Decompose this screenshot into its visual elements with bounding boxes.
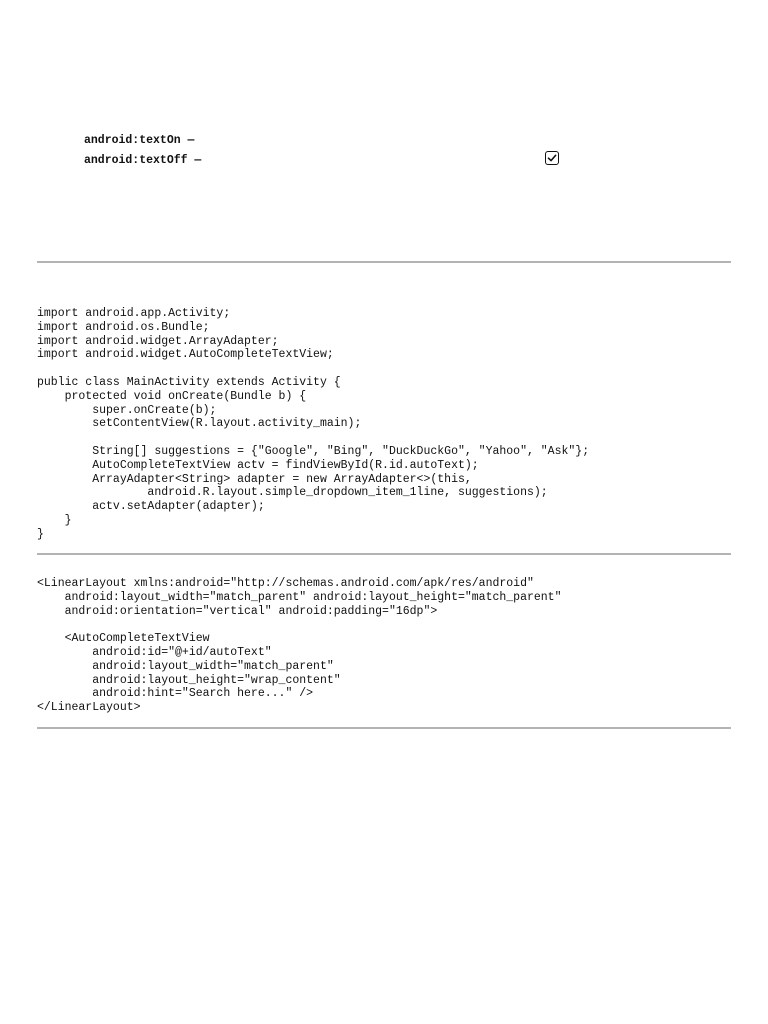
xml-code-block: <LinearLayout xmlns:android="http://schemas.android.com/apk/res/android" android:layout_width="match_parent" android:layout_height="match_parent" android:orientation="vertical" android:padding="16dp"> <AutoCompleteTextView android:id="@+id/autoText" android:layout_width="match_parent" android:layout_height="wrap_content" android:hint="Search here..." /> </LinearLayout> — [37, 577, 562, 715]
attribute-text-on: android:textOn — — [84, 134, 195, 147]
checkbox-checked-icon[interactable] — [545, 151, 559, 165]
divider-bottom — [37, 727, 731, 729]
attribute-text-off: android:textOff — — [84, 154, 202, 167]
divider-middle — [37, 553, 731, 555]
java-code-block: import android.app.Activity; import android.os.Bundle; import android.widget.ArrayAdapter; import android.widget.AutoCompleteTextView; public class MainActivity extends Activity { protected void onCreate(Bundle b) { super.onCreate(b); setContentView(R.layout.activity_main); String[] suggestions = {"Google", "Bing", "DuckDuckGo", "Yahoo", "Ask"}; AutoCompleteTextView actv = findViewById(R.id.autoText); ArrayAdapter<String> adapter = new ArrayAdapter<>(this, android.R.layout.simple_dropdown_item_1line, suggestions); actv.setAdapter(adapter); } } — [37, 307, 590, 541]
divider-top — [37, 261, 731, 263]
